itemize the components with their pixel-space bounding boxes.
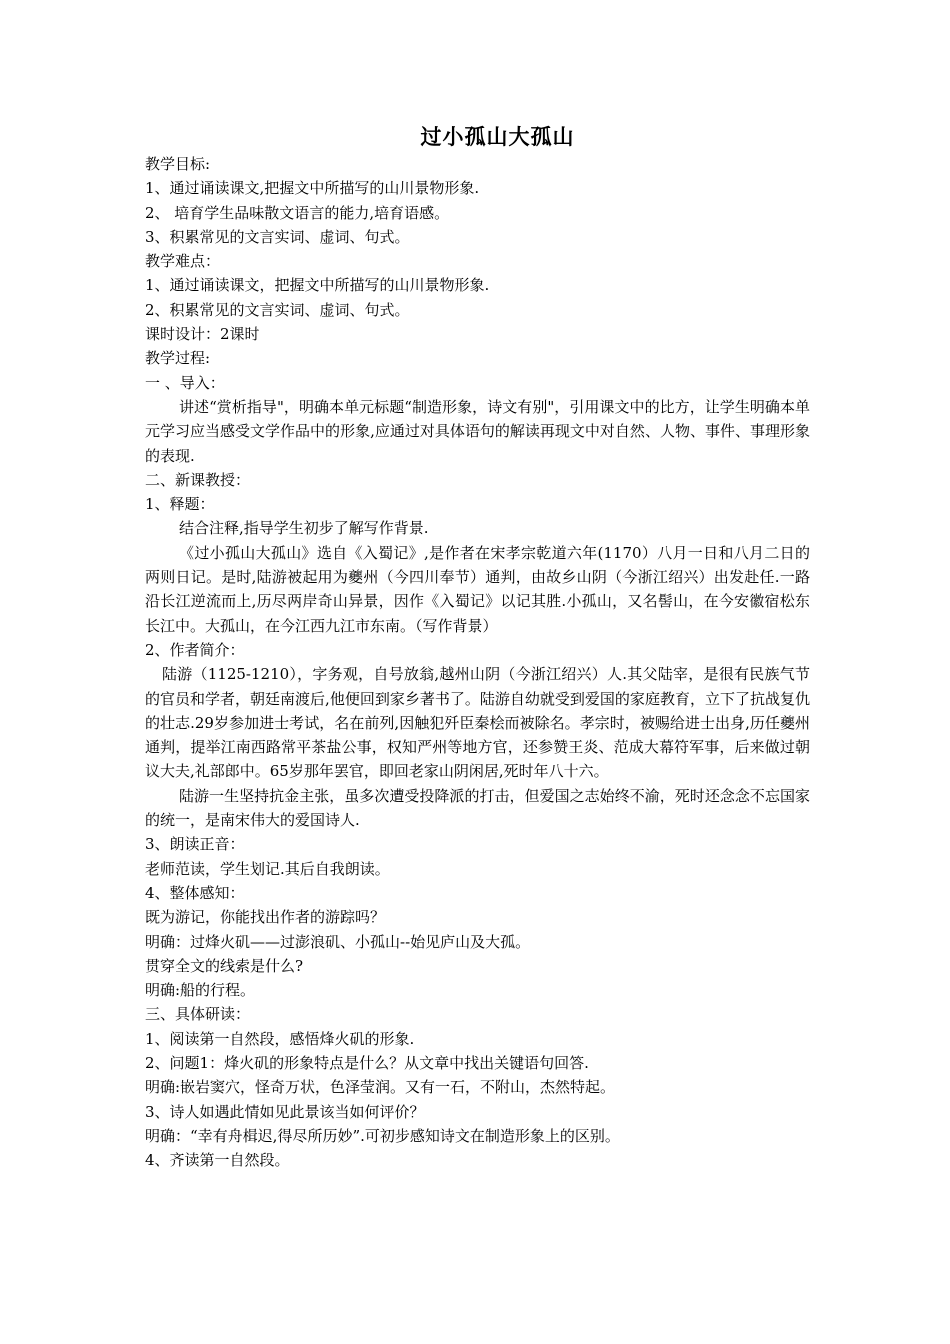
text-line: 三、具体研读： <box>145 1005 251 1024</box>
text-line: 明确:嵌岩窦穴，怪奇万状，色泽莹润。又有一石，不附山，杰然特起。 <box>145 1078 616 1097</box>
document-page <box>145 122 810 1172</box>
text-line: 2、 培育学生品味散文语言的能力,培育语感。 <box>145 203 450 222</box>
text-line: 贯穿全文的线索是什么? <box>145 956 304 975</box>
document-title: 过小孤山大孤山 <box>420 124 575 149</box>
text-line: 既为游记，你能找出作者的游踪吗？ <box>145 908 386 927</box>
text-line: 2、问题1：烽火矶的形象特点是什么？从文章中找出关键语句回答. <box>145 1053 589 1072</box>
text-line: 3、朗读正音： <box>145 835 245 854</box>
text-line: 二、新课教授： <box>145 470 251 489</box>
text-paragraph: 陆游一生坚持抗金主张，虽多次遭受投降派的打击，但爱国之志始终不渝，死时还念念不忘国家的统一，是南宋伟大的爱国诗人. <box>145 786 810 830</box>
text-line: 明确：“幸有舟楫迟,得尽所历妙”.可初步感知诗文在制造形象上的区别。 <box>145 1126 620 1145</box>
text-line: 1、通过诵读课文，把握文中所描写的山川景物形象. <box>145 276 490 295</box>
text-line: 明确:船的行程。 <box>145 981 256 1000</box>
text-line: 课时设计：2课时 <box>145 325 260 344</box>
text-line: 教学过程: <box>145 349 211 368</box>
text-line: 老师范读，学生划记.其后自我朗读。 <box>145 859 390 878</box>
text-line: 2、作者简介： <box>145 640 245 659</box>
text-line: 1、释题： <box>145 495 215 514</box>
document-body <box>145 152 810 1172</box>
text-paragraph: 讲述“赏析指导"，明确本单元标题“制造形象，诗文有别"，引用课文中的比方，让学生明确本单元学习应当感受文学作品中的形象,应通过对具体语句的解读再现文中对自然、人物、事件、事理形象的表现. <box>145 397 810 465</box>
text-line: 教学目标: <box>145 155 211 173</box>
text-line: 一 、导入： <box>145 373 225 392</box>
text-paragraph: 结合注释,指导学生初步了解写作背景. <box>179 519 429 538</box>
text-line: 4、整体感知： <box>145 883 245 902</box>
text-line: 3、积累常见的文言实词、虚词、句式。 <box>145 227 410 246</box>
text-line: 3、诗人如遇此情如见此景该当如何评价？ <box>145 1102 425 1121</box>
text-paragraph: 陆游（1125-1210），字务观，自号放翁,越州山阴（今浙江绍兴）人.其父陆宰，是很有民族气节的官员和学者，朝廷南渡后,他便回到家乡著书了。陆游自幼就受到爱国的家庭教育，立下了抗战复仇的壮志.29岁参加进士考试，名在前列,因触犯歼臣秦桧而被除名。孝宗时，被赐给进士出身,历任夔州通判，提举江南西路常平茶盐公事，权知严州等地方官，还参赞王炎、范成大幕符军事，后来做过朝议大夫,礼部郎中。65岁那年罢官，即回老家山阴闲居,死时年八十六。 <box>145 665 810 781</box>
text-paragraph: 《过小孤山大孤山》选自《入蜀记》,是作者在宋孝宗乾道六年(1170）八月一日和八月二日的两则日记。是时,陆游被起用为夔州（今四川奉节）通判，由故乡山阴（今浙江绍兴）出发赴任.一路沿长江逆流而上,历尽两岸奇山异景，因作《入蜀记》以记其胜.小孤山，又名髻山，在今安徽宿松东长江中。大孤山，在今江西九江市东南。（写作背景） <box>145 543 810 635</box>
text-line: 2、积累常见的文言实词、虚词、句式。 <box>145 300 410 319</box>
text-line: 明确：过烽火矶——过澎浪矶、小孤山--始见庐山及大孤。 <box>145 932 531 951</box>
text-line: 4、齐读第一自然段。 <box>145 1151 290 1170</box>
text-line: 教学难点： <box>145 252 221 271</box>
text-line: 1、通过诵读课文,把握文中所描写的山川景物形象. <box>145 179 480 198</box>
text-line: 1、阅读第一自然段，感悟烽火矶的形象. <box>145 1029 415 1048</box>
